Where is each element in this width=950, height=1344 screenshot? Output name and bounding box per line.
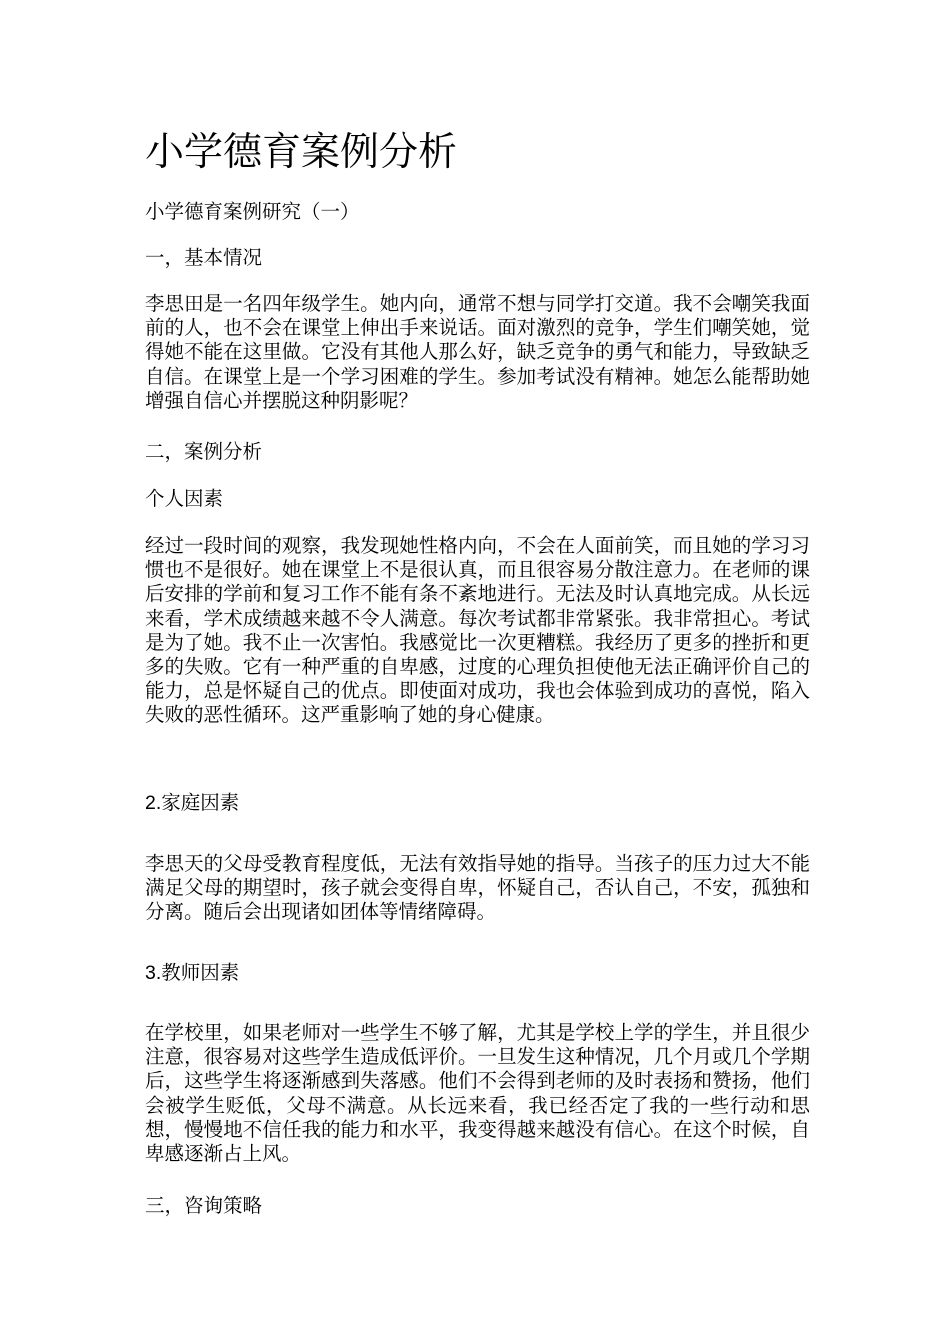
subheading-text: 家庭因素	[161, 791, 240, 814]
subheading-number: 3.	[145, 962, 162, 984]
section-heading-case-analysis: 二，案例分析	[145, 440, 263, 463]
subheading-text: 教师因素	[161, 961, 240, 984]
subheading-personal-factors: 个人因素	[145, 487, 224, 510]
paragraph-family-factors: 李思天的父母受教育程度低，无法有效指导她的指导。当孩子的压力过大不能满足父母的期望时，孩子就会变得自卑，怀疑自己，否认自己，不安，孤独和分离。随后会出现诸如团体等情绪障碍。	[145, 852, 810, 924]
section-heading-counseling-strategy: 三，咨询策略	[145, 1194, 263, 1217]
document-title: 小学德育案例分析	[145, 130, 458, 175]
subheading-teacher-factors	[145, 961, 239, 985]
paragraph-basic-info: 李思田是一名四年级学生。她内向，通常不想与同学打交道。我不会嘲笑我面前的人，也不会在课堂上伸出手来说话。面对激烈的竞争，学生们嘲笑她，觉得她不能在这里做。它没有其他人那么好，缺乏竞争的勇气和能力，导致缺乏自信。在课堂上是一个学习困难的学生。参加考试没有精神。她怎么能帮助她增强自信心并摆脱这种阴影呢？	[145, 292, 810, 412]
paragraph-teacher-factors: 在学校里，如果老师对一些学生不够了解，尤其是学校上学的学生，并且很少注意，很容易对这些学生造成低评价。一旦发生这种情况，几个月或几个学期后，这些学生将逐渐感到失落感。他们不会得到老师的及时表扬和赞扬，他们会被学生贬低，父母不满意。从长远来看，我已经否定了我的一些行动和思想，慢慢地不信任我的能力和水平，我变得越来越没有信心。在这个时候，自卑感逐渐占上风。	[145, 1021, 810, 1166]
document-subtitle: 小学德育案例研究（一）	[145, 200, 360, 223]
section-heading-basic-info: 一，基本情况	[145, 246, 263, 269]
subheading-family-factors	[145, 791, 239, 815]
subheading-number: 2.	[145, 792, 162, 814]
paragraph-personal-factors: 经过一段时间的观察，我发现她性格内向，不会在人面前笑，而且她的学习习惯也不是很好。她在课堂上不是很认真，而且很容易分散注意力。在老师的课后安排的学前和复习工作不能有条不紊地进行。无法及时认真地完成。从长远来看，学术成绩越来越不令人满意。每次考试都非常紧张。我非常担心。考试是为了她。我不止一次害怕。我感觉比一次更糟糕。我经历了更多的挫折和更多的失败。它有一种严重的自卑感，过度的心理负担使他无法正确评价自己的能力，总是怀疑自己的优点。即使面对成功，我也会体验到成功的喜悦，陷入失败的恶性循环。这严重影响了她的身心健康。	[145, 534, 810, 727]
